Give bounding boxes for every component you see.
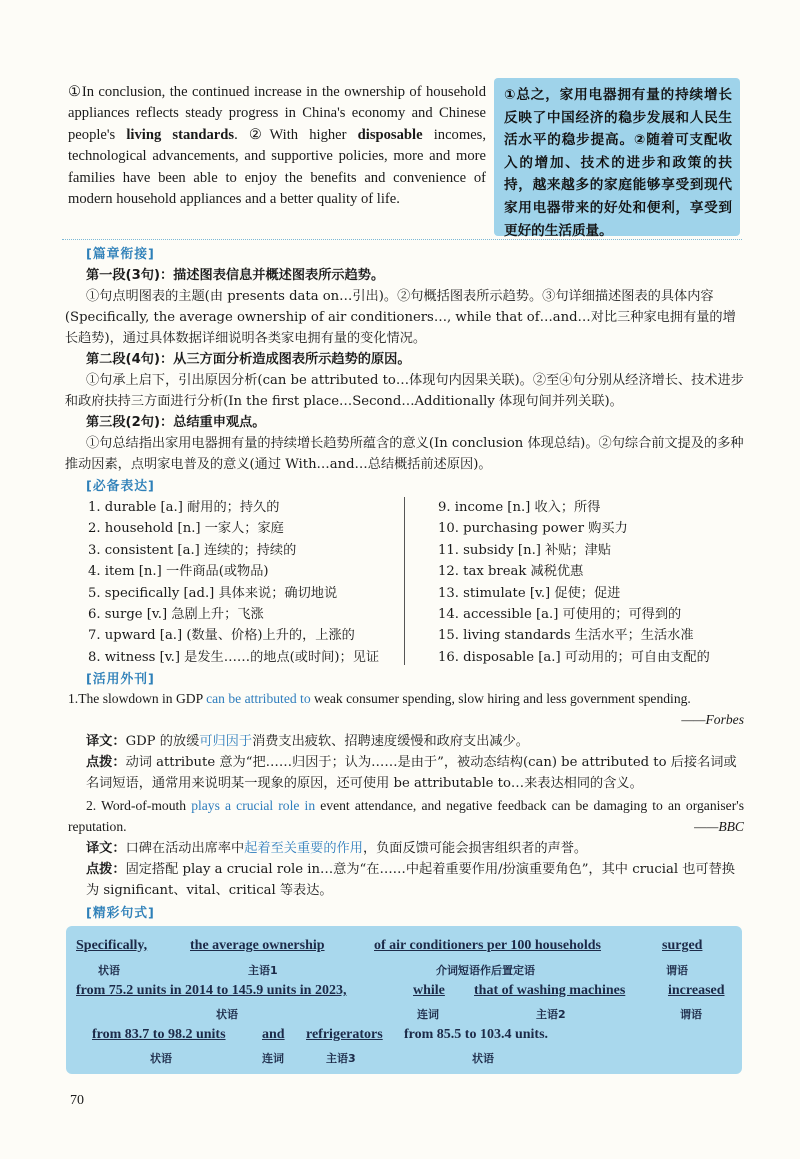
- source-forbes: ——Forbes: [681, 712, 744, 727]
- translation-2-label: 译文：: [86, 841, 126, 856]
- paragraph2-text: ①句承上启下，引出原因分析(can be attributed to…体现句内因果关联)。②至④句分别从经济增长、技术进步和政府扶持三方面进行分析(In the first place…Second…Additionally 体现句间并列关联)。: [64, 373, 744, 409]
- translation-2-text-a: 口碑在活动出席率中: [125, 841, 245, 856]
- pattern-label: 状语: [98, 964, 120, 977]
- translation-1-highlight: 可归因于: [199, 734, 253, 749]
- pattern-word: of air conditioners per 100 households: [374, 938, 602, 953]
- note-1-label: 点拨：: [86, 755, 126, 770]
- pattern-label: 主语3: [326, 1052, 356, 1065]
- vocab-item: 10. purchasing power 购买力: [438, 521, 628, 537]
- translation-1-label: 译文：: [86, 734, 126, 749]
- paragraph3-heading: 第三段(2句)：总结重申观点。: [86, 415, 266, 430]
- pattern-word: while: [413, 983, 445, 998]
- pattern-label: 介词短语作后置定语: [436, 964, 535, 977]
- note-1: [86, 752, 746, 794]
- paragraph1-heading: 第一段(3句)：描述图表信息并概述图表所示趋势。: [86, 268, 385, 283]
- intro-text-3: incomes, technological advancements, and supportive policies, more and more families have been able to enjoy the benefits and convenience of modern household appliances and a better quality of life.: [68, 126, 487, 208]
- dotted-divider: [62, 239, 742, 240]
- vocab-item: 11. subsidy [n.] 补贴；津贴: [438, 542, 612, 558]
- paragraph1-text: ①句点明图表的主题(由 presents data on…引出)。②句概括图表所示趋势。③句详细描述图表的具体内容(Specifically, the average ownership of air conditioners…, while that of…and…对比三种家电拥有量的增长趋势)，通过具体数据详细说明各类家电拥有量的变化情况。: [64, 289, 736, 346]
- note-2: [86, 859, 746, 901]
- note-1-text: 动词 attribute 意为“把……归因于；认为……是由于”，被动态结构(can) be attributed to 后接名词或名词短语，通常用来说明某一现象的原因，还可使用 be attributable to…来表达相同的含义。: [86, 755, 737, 791]
- pattern-word: from 85.5 to 103.4 units.: [404, 1027, 549, 1042]
- pattern-word: that of washing machines: [474, 983, 626, 998]
- vocab-item: 14. accessible [a.] 可使用的；可得到的: [438, 606, 682, 622]
- pattern-word: the average ownership: [190, 938, 325, 953]
- pattern-word: surged: [662, 938, 703, 953]
- vocab-column-divider: [404, 497, 405, 665]
- note-2-label: 点拨：: [86, 862, 126, 877]
- conclusion-paragraph: [68, 82, 486, 210]
- vocab-list-left: [88, 497, 398, 668]
- translation-1-text-a: GDP 的放缓: [125, 734, 200, 749]
- section-tag-usage: [活用外刊]: [86, 672, 155, 687]
- example-2-text-a: 2. Word-of-mouth: [86, 798, 192, 813]
- vocab-item: 16. disposable [a.] 可动用的；可自由支配的: [438, 649, 710, 665]
- example-1-highlight: can be attributed to: [206, 691, 311, 706]
- pattern-word: Specifically,: [76, 938, 148, 953]
- pattern-label: 连词: [262, 1052, 284, 1065]
- intro-text-2: . ②With higher: [234, 126, 358, 143]
- section-tag-discourse: [篇章衔接]: [86, 247, 155, 262]
- pattern-label: 主语1: [248, 964, 278, 977]
- vocab-item: 15. living standards 生活水平；生活水准: [438, 628, 694, 644]
- pattern-label: 谓语: [680, 1008, 702, 1021]
- example-2-text-b: event attendance, and negative feedback can be damaging to an organiser's reputation.: [68, 798, 744, 834]
- translation-2-highlight: 起着至关重要的作用: [244, 841, 363, 856]
- example-2: [68, 795, 744, 837]
- vocab-list-right: [438, 497, 748, 668]
- pattern-label: 谓语: [666, 964, 688, 977]
- translation-1: [86, 731, 746, 752]
- pattern-word: from 83.7 to 98.2 units: [92, 1027, 226, 1042]
- note-2-text: 固定搭配 play a crucial role in…意为“在……中起着重要作用/扮演重要角色”，其中 crucial 也可替换为 significant、vital、critical 等表达。: [86, 862, 735, 898]
- intro-bold-disposable: disposable: [357, 126, 423, 143]
- vocab-item: 3. consistent [a.] 连续的；持续的: [88, 542, 297, 558]
- pattern-label: 连词: [417, 1008, 439, 1021]
- example-1-text-b: weak consumer spending, slow hiring and less government spending.: [310, 691, 691, 706]
- source-bbc: ——BBC: [694, 819, 744, 834]
- translation-text: ①总之，家用电器拥有量的持续增长反映了中国经济的稳步发展和人民生活水平的稳步提高。②随着可支配收入的增加、技术的进步和政策的扶持，越来越多的家庭能够享受到现代家用电器带来的好处和便利，享受到更好的生活质量。: [504, 87, 732, 239]
- intro-bold-living-standards: living standards: [126, 126, 235, 143]
- page-number: 70: [70, 1093, 84, 1108]
- vocab-item: 1. durable [a.] 耐用的；持久的: [88, 500, 280, 515]
- example-1-text-a: 1.The slowdown in GDP: [68, 691, 207, 706]
- vocab-item: 9. income [n.] 收入；所得: [438, 500, 601, 515]
- vocab-item: 2. household [n.] 一家人；家庭: [88, 521, 284, 537]
- pattern-word: increased: [668, 983, 725, 998]
- paragraph2-heading: 第二段(4句)：从三方面分析造成图表所示趋势的原因。: [86, 352, 411, 367]
- intro-text-1: ①In conclusion, the continued increase in the ownership of household appliances reflects steady progress in China's economy and Chinese people's: [68, 84, 486, 143]
- pattern-label: 状语: [216, 1008, 238, 1021]
- pattern-label: 状语: [472, 1052, 494, 1065]
- vocab-item: 7. upward [a.] (数量、价格)上升的，上涨的: [88, 628, 355, 644]
- translation-2: [86, 838, 746, 859]
- section-tag-pattern: [精彩句式]: [86, 906, 155, 921]
- discourse-section: [64, 244, 746, 475]
- pattern-word: from 75.2 units in 2014 to 145.9 units in 2023,: [76, 983, 347, 998]
- pattern-word: refrigerators: [306, 1027, 383, 1042]
- vocab-item: 12. tax break 减税优惠: [438, 564, 584, 580]
- translation-2-text-b: ，负面反馈可能会损害组织者的声誉。: [362, 841, 588, 856]
- vocab-item: 6. surge [v.] 急剧上升；飞涨: [88, 606, 264, 622]
- pattern-word: and: [262, 1027, 285, 1042]
- vocab-item: 8. witness [v.] 是发生……的地点(或时间)；见证: [88, 649, 380, 665]
- paragraph3-text: ①句总结指出家用电器拥有量的持续增长趋势所蕴含的意义(In conclusion 体现总结)。②句综合前文提及的多种推动因素，点明家电普及的意义(通过 With…and…总结概括前述原因)。: [64, 436, 744, 472]
- section-tag-vocab: [必备表达]: [86, 479, 155, 494]
- example-2-highlight: plays a crucial role in: [191, 798, 316, 813]
- vocab-item: 5. specifically [ad.] 具体来说；确切地说: [88, 585, 338, 601]
- vocab-item: 13. stimulate [v.] 促使；促进: [438, 585, 621, 601]
- translation-1-text-b: 消费支出疲软、招聘速度缓慢和政府支出减少。: [252, 734, 529, 749]
- example-1: [68, 688, 744, 730]
- pattern-label: 状语: [150, 1052, 172, 1065]
- translation-box: [494, 78, 740, 239]
- vocab-item: 4. item [n.] 一件商品(或物品): [88, 564, 269, 580]
- pattern-label: 主语2: [536, 1008, 566, 1021]
